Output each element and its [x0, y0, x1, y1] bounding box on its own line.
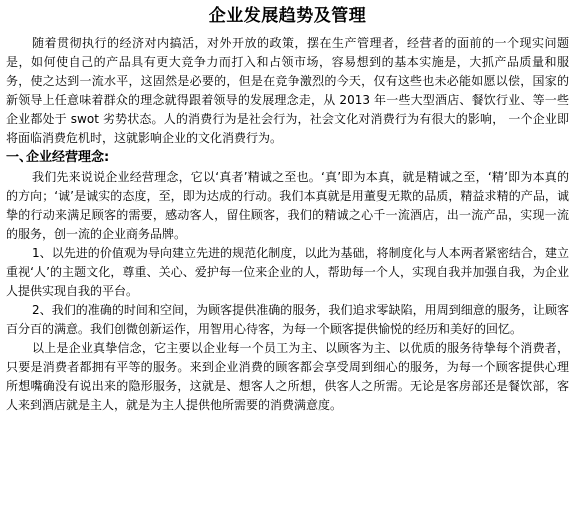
section-heading: [6, 148, 569, 168]
section-paragraph: 以上是企业真挚信念，它主要以企业每一个员工为主、以顾客为主、以优质的服务待挚每个消费者，只要是消费者都拥有平等的服务。来到企业消费的顾客都会享受周到细心的服务，为每一个顾客提供心理所想嘴确没有说出来的隐形服务，这就是、想客人之所想，供客人之所需。无论是客房部还是餐饮部，客人来到酒店就是主人，就是为主人提供他所需要的消费满意度。: [6, 341, 569, 412]
section-paragraph: 1、以先进的价值观为导向建立先进的规范化制度，以此为基础，将制度化与人本两者紧密结合，建立重视‘人’的主题文化，尊重、关心、爱护每一位来企业的人，帮助每一个人，实现自我并加强自我，为企业人提供实现自我的平台。: [6, 246, 569, 298]
document-title: 企业发展趋势及管理: [208, 6, 367, 26]
section-paragraph: 我们先来说说企业经营理念，它以‘真者’精诚之至也。‘真’即为本真，就是精诚之至，‘精’即为本真的的方向；‘诚’是诚实的态度，至，即为达成的行动。我们本真就是用董叟无欺的品质，精益求精的产品，诚挚的行动来满足顾客的需要，感动客人，留住顾客，我们的精诚之心千一流酒店，出一流产品，实现一流的服务，创一流的企业商务品牌。: [6, 170, 569, 241]
intro-paragraph: 随着贯彻执行的经济对内搞活，对外开放的政策，摆在生产管理者，经营者的面前的一个现实问题是，如何使自己的产品具有更大竞争力而打入和占领市场，容易想到的基本实施是，大抓产品质量和服务，使之达到一流水平，这固然是必要的，但是在竞争激烈的今天，仅有这些也未必能如愿以偿，国家的新领导上任意味着群众的理念就得跟着领导的发展理念走，从 2013 年一些大型酒店、餐饮行业、等一些企业都处于 swot 劣势状态。人的消费行为是社会行为，社会文化对消费行为有很大的影响， 一个企业即将面临消费危机时，这就影响企业的文化消费行为。: [6, 36, 569, 145]
section-heading-text: 企业经营理念:: [26, 150, 110, 165]
section-number: 一、: [6, 150, 33, 165]
section-paragraph: 2、我们的准确的时间和空间，为顾客提供准确的服务，我们追求零缺陷，用周到细意的服务，让顾客百分百的满意。我们创微创新运作，用智用心待客，为每一个顾客提供愉悦的经历和美好的回忆。: [6, 303, 569, 336]
